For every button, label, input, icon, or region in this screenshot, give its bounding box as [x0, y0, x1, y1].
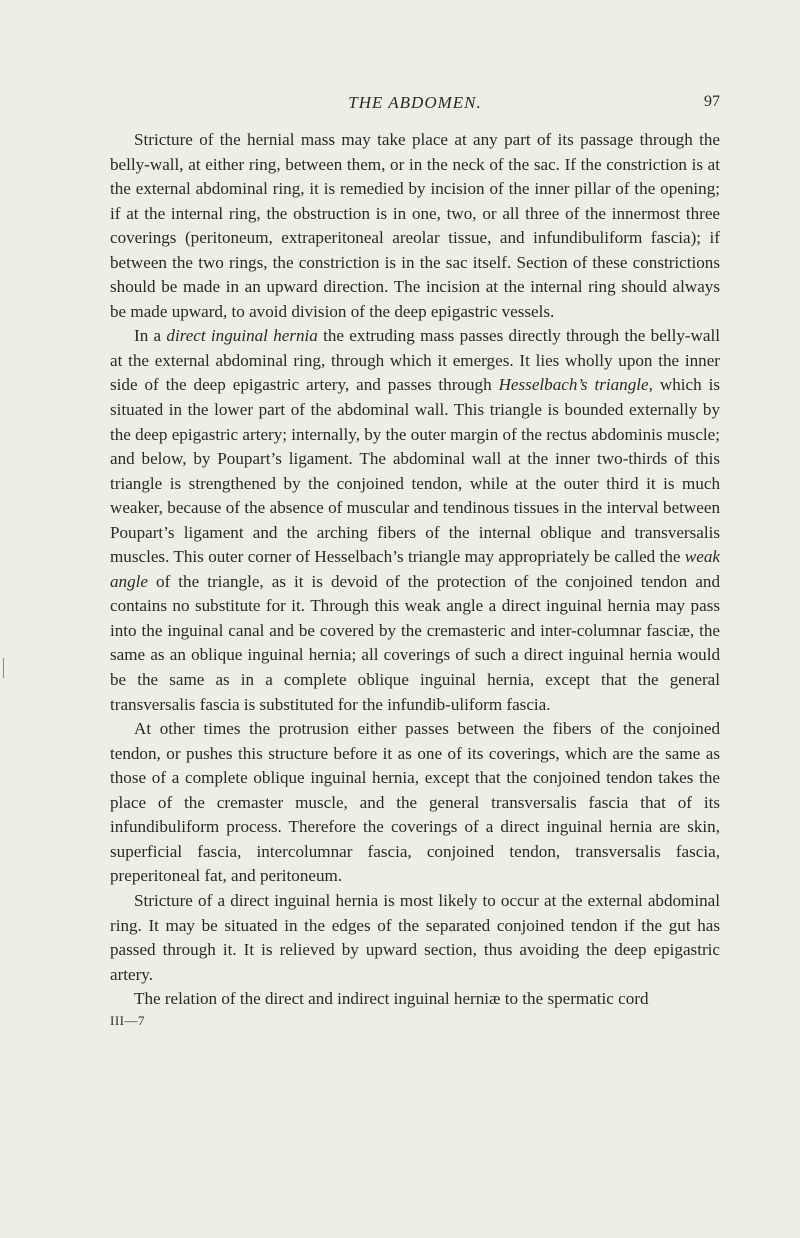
emphasis-direct-inguinal-hernia: direct inguinal hernia — [166, 326, 318, 346]
emphasis-hesselbachs-triangle: Hesselbach’s triangle, — [498, 375, 653, 395]
margin-mark — [3, 658, 4, 678]
text-run: which is situated in the lower part of the abdominal wall. This triangle is bounded externally by the deep epigastric artery; internally, by the outer margin of the rectus abdominis muscle; and below, by Poupart’s ligament. The abdominal wall at the inner two-thirds of this triangle is strengthened by the conjoined tendon, while at the outer third it is much weaker, because of the absence of muscular and tendinous tissues in the interval between Poupart’s ligament and the arching fibers of the internal oblique and transversalis muscles. This outer corner of Hesselbach’s triangle may appropriately be called the — [110, 375, 720, 567]
emphasis-weak-angle: weak angle — [110, 547, 720, 591]
page-number: 97 — [704, 93, 720, 110]
text-run: In a — [134, 326, 167, 346]
text-run: of the triangle, as it is devoid of the protection of the conjoined tendon and contains no substitute for it. Through this weak angle a direct inguinal hernia may pass into the inguinal canal and be covered by the cremasteric and inter-columnar fasciæ, the same as an oblique inguinal hernia; all coverings of such a direct inguinal hernia would be the same as in a complete oblique inguinal hernia, except that the general transversalis fascia is substituted for the infundib-uliform fascia. — [110, 571, 720, 714]
body-text — [110, 128, 720, 1030]
page-header — [110, 93, 720, 119]
signature-mark: III—7 — [110, 1012, 145, 1028]
text-run: the extruding mass passes directly through the belly-wall at the external abdominal ring, through which it emerges. It lies wholly upon the inner side of the deep epigastric artery, and passes through — [110, 326, 720, 395]
running-head: THE ABDOMEN. — [348, 93, 482, 112]
paragraph-stricture-direct: Stricture of a direct inguinal hernia is most likely to occur at the external abdominal ring. It may be situated in the edges of the separated conjoined tendon if the gut has passed through it. It is relieved by upward section, thus avoiding the deep epigastric artery. — [110, 890, 720, 984]
paragraph-protrusion-coverings: At other times the protrusion either passes between the fibers of the conjoined tendon, or pushes this structure before it as one of its coverings, which are the same as those of a complete oblique inguinal hernia, except that the conjoined tendon takes the place of the cremaster muscle, and the general transversalis fascia that of its infundibuliform process. Therefore the coverings of a direct inguinal hernia are skin, superficial fascia, intercolumnar fascia, conjoined tendon, transversalis fascia, preperitoneal fat, and peritoneum. — [110, 719, 720, 886]
paragraph-stricture-sites: Stricture of the hernial mass may take place at any part of its passage through the belly-wall, at either ring, between them, or in the neck of the sac. If the constriction is at the external abdominal ring, it is remedied by incision of the inner pillar of the opening; if at the internal ring, the obstruction is in one, two, or all three of the innermost three coverings (peritoneum, extraperitoneal areolar tissue, and infundibuliform fascia); if between the two rings, the constriction is in the sac itself. Section of these constrictions should be made in an upward direction. The incision at the internal ring should always be made upward, to avoid division of the deep epigastric vessels. — [110, 130, 720, 321]
paragraph-direct-hernia — [110, 324, 720, 717]
paragraph-relation-cord: The relation of the direct and indirect inguinal herniæ to the spermatic cord — [134, 989, 649, 1009]
